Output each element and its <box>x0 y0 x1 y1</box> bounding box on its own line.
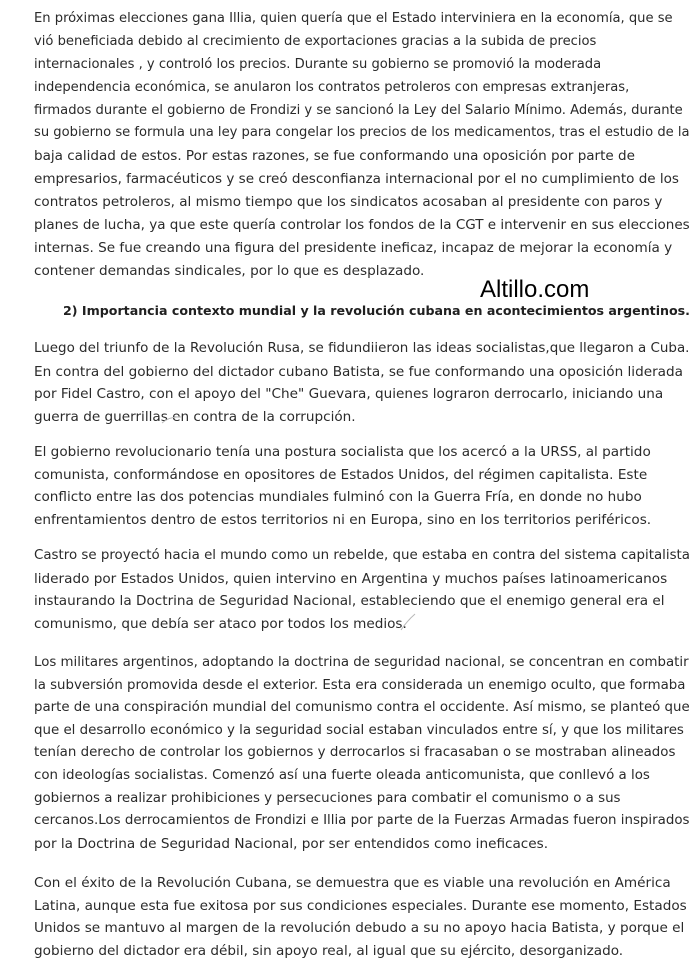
text-line: Castro se proyectó hacia el mundo como un rebelde, que estaba en contra del sistema capitalista <box>34 548 690 563</box>
text-line: comunista, conformándose en opositores de Estados Unidos, del régimen capitalista. Este <box>34 466 648 483</box>
pen-slash-mark <box>398 611 418 633</box>
text-line: planes de lucha, ya que este quería controlar los fondos de la CGT e intervenir en sus elecciones <box>34 217 690 234</box>
paragraph-cold-war <box>34 441 651 531</box>
text-line: su gobierno se formula una ley para congelar los precios de los medicamentos, tras el estudio de la <box>34 125 690 141</box>
paragraph-security-doctrine <box>34 545 690 635</box>
text-line: Con el éxito de la Revolución Cubana, se demuestra que es viable una revolución en América <box>34 875 671 891</box>
text-line: que el desarrollo económico y la seguridad social estaban vinculados entre sí, y que los militares <box>34 722 684 738</box>
text-line: baja calidad de estos. Por estas razones, se fue conformando una oposición por parte de <box>34 148 635 165</box>
text-line: instaurando la Doctrina de Seguridad Nacional, estableciendo que el enemigo general era el <box>34 593 665 610</box>
text-line: la subversión promovida desde el exterior. Esta era considerada un enemigo oculto, que formaba <box>34 677 686 693</box>
text-line: gobierno del dictador era débil, sin apoyo real, al igual que su ejército, desorganizado. <box>34 942 624 959</box>
text-line: internas. Se fue creando una figura del presidente ineficaz, incapaz de mejorar la economía y <box>34 239 673 256</box>
text-line: cercanos.Los derrocamientos de Frondizi e Illia por parte de la Fuerzas Armadas fueron inspirados <box>34 813 690 829</box>
text-line: conflicto entre las dos potencias mundiales fulminó con la Guerra Fría, en donde no hubo <box>34 489 642 506</box>
text-line: El gobierno revolucionario tenía una postura socialista que los acercó a la URSS, al partido <box>34 444 651 460</box>
text-line: comunismo, que debía ser ataco por todos los medios. <box>34 615 407 632</box>
text-line: vió beneficiada debido al crecimiento de exportaciones gracias a la subida de precios <box>34 33 597 49</box>
text-line: Latina, aunque esta fue exitosa por sus condiciones especiales. Durante ese momento, Estados <box>34 897 687 914</box>
watermark-text: Altillo.com <box>480 276 590 303</box>
text-line: contener demandas sindicales, por lo que es desplazado. <box>34 262 425 279</box>
text-line: con ideologías socialistas. Comenzó así una fuerte oleada anticomunista, que conllevó a los <box>34 767 650 783</box>
text-line: gobiernos a realizar prohibiciones y persecuciones para combatir el comunismo o a sus <box>34 790 621 806</box>
paragraph-revolution-success <box>34 872 687 962</box>
paragraph-cuban-revolution <box>34 338 689 428</box>
text-line: En próximas elecciones gana Illia, quien quería que el Estado interviniera en la economía, que se <box>34 11 673 26</box>
text-line: liderado por Estados Unidos, quien intervino en Argentina y muchos países latinoamericanos <box>34 570 668 587</box>
text-line: enfrentamientos dentro de estos territorios ni en Europa, sino en los territorios periféricos. <box>34 511 652 528</box>
text-line: parte de una conspiración mundial del comunismo contra el occidente. Así mismo, se planteó que <box>34 700 690 716</box>
text-line: internacionales , y controló los precios. Durante su gobierno se promovió la moderada <box>34 56 602 72</box>
text-line: Unidos se mantuvo al margen de la revolución debudo a su no apoyo hacia Batista, y porque el <box>34 920 685 937</box>
section-heading: 2) Importancia contexto mundial y la revolución cubana en acontecimientos argentinos. <box>63 303 690 318</box>
pen-tick-mark <box>160 414 184 426</box>
text-line: firmados durante el gobierno de Frondizi y se sancionó la Ley del Salario Mínimo. Además, durante <box>34 102 683 118</box>
text-line: Los militares argentinos, adoptando la doctrina de seguridad nacional, se concentran en combatir <box>34 655 689 670</box>
text-line: En contra del gobierno del dictador cubano Batista, se fue conformando una oposición liderada <box>34 363 683 380</box>
paragraph-argentine-military <box>34 652 690 855</box>
text-line: por la Doctrina de Seguridad Nacional, por ser entendidos como ineficaces. <box>34 835 549 852</box>
text-line: independencia económica, se anularon los contratos petroleros con empresas extranjeras, <box>34 79 630 95</box>
text-line: empresarios, farmacéuticos y se creó desconfianza internacional por el no cumplimiento de los <box>34 171 679 188</box>
text-line: tenían derecho de controlar los gobiernos y derrocarlos si fracasaban o se mostraban alineados <box>34 745 676 761</box>
paragraph-illia-government <box>34 8 690 283</box>
text-line: Luego del triunfo de la Revolución Rusa, se fidundiieron las ideas socialistas,que llegaron a Cuba. <box>34 341 690 356</box>
text-line: por Fidel Castro, con el apoyo del "Che" Guevara, quienes lograron derrocarlo, iniciando una <box>34 386 664 403</box>
text-line: guerra de guerrillas en contra de la corrupción. <box>34 408 356 425</box>
text-line: contratos petroleros, al mismo tiempo que los sindicatos acosaban al presidente con paros y <box>34 194 663 211</box>
